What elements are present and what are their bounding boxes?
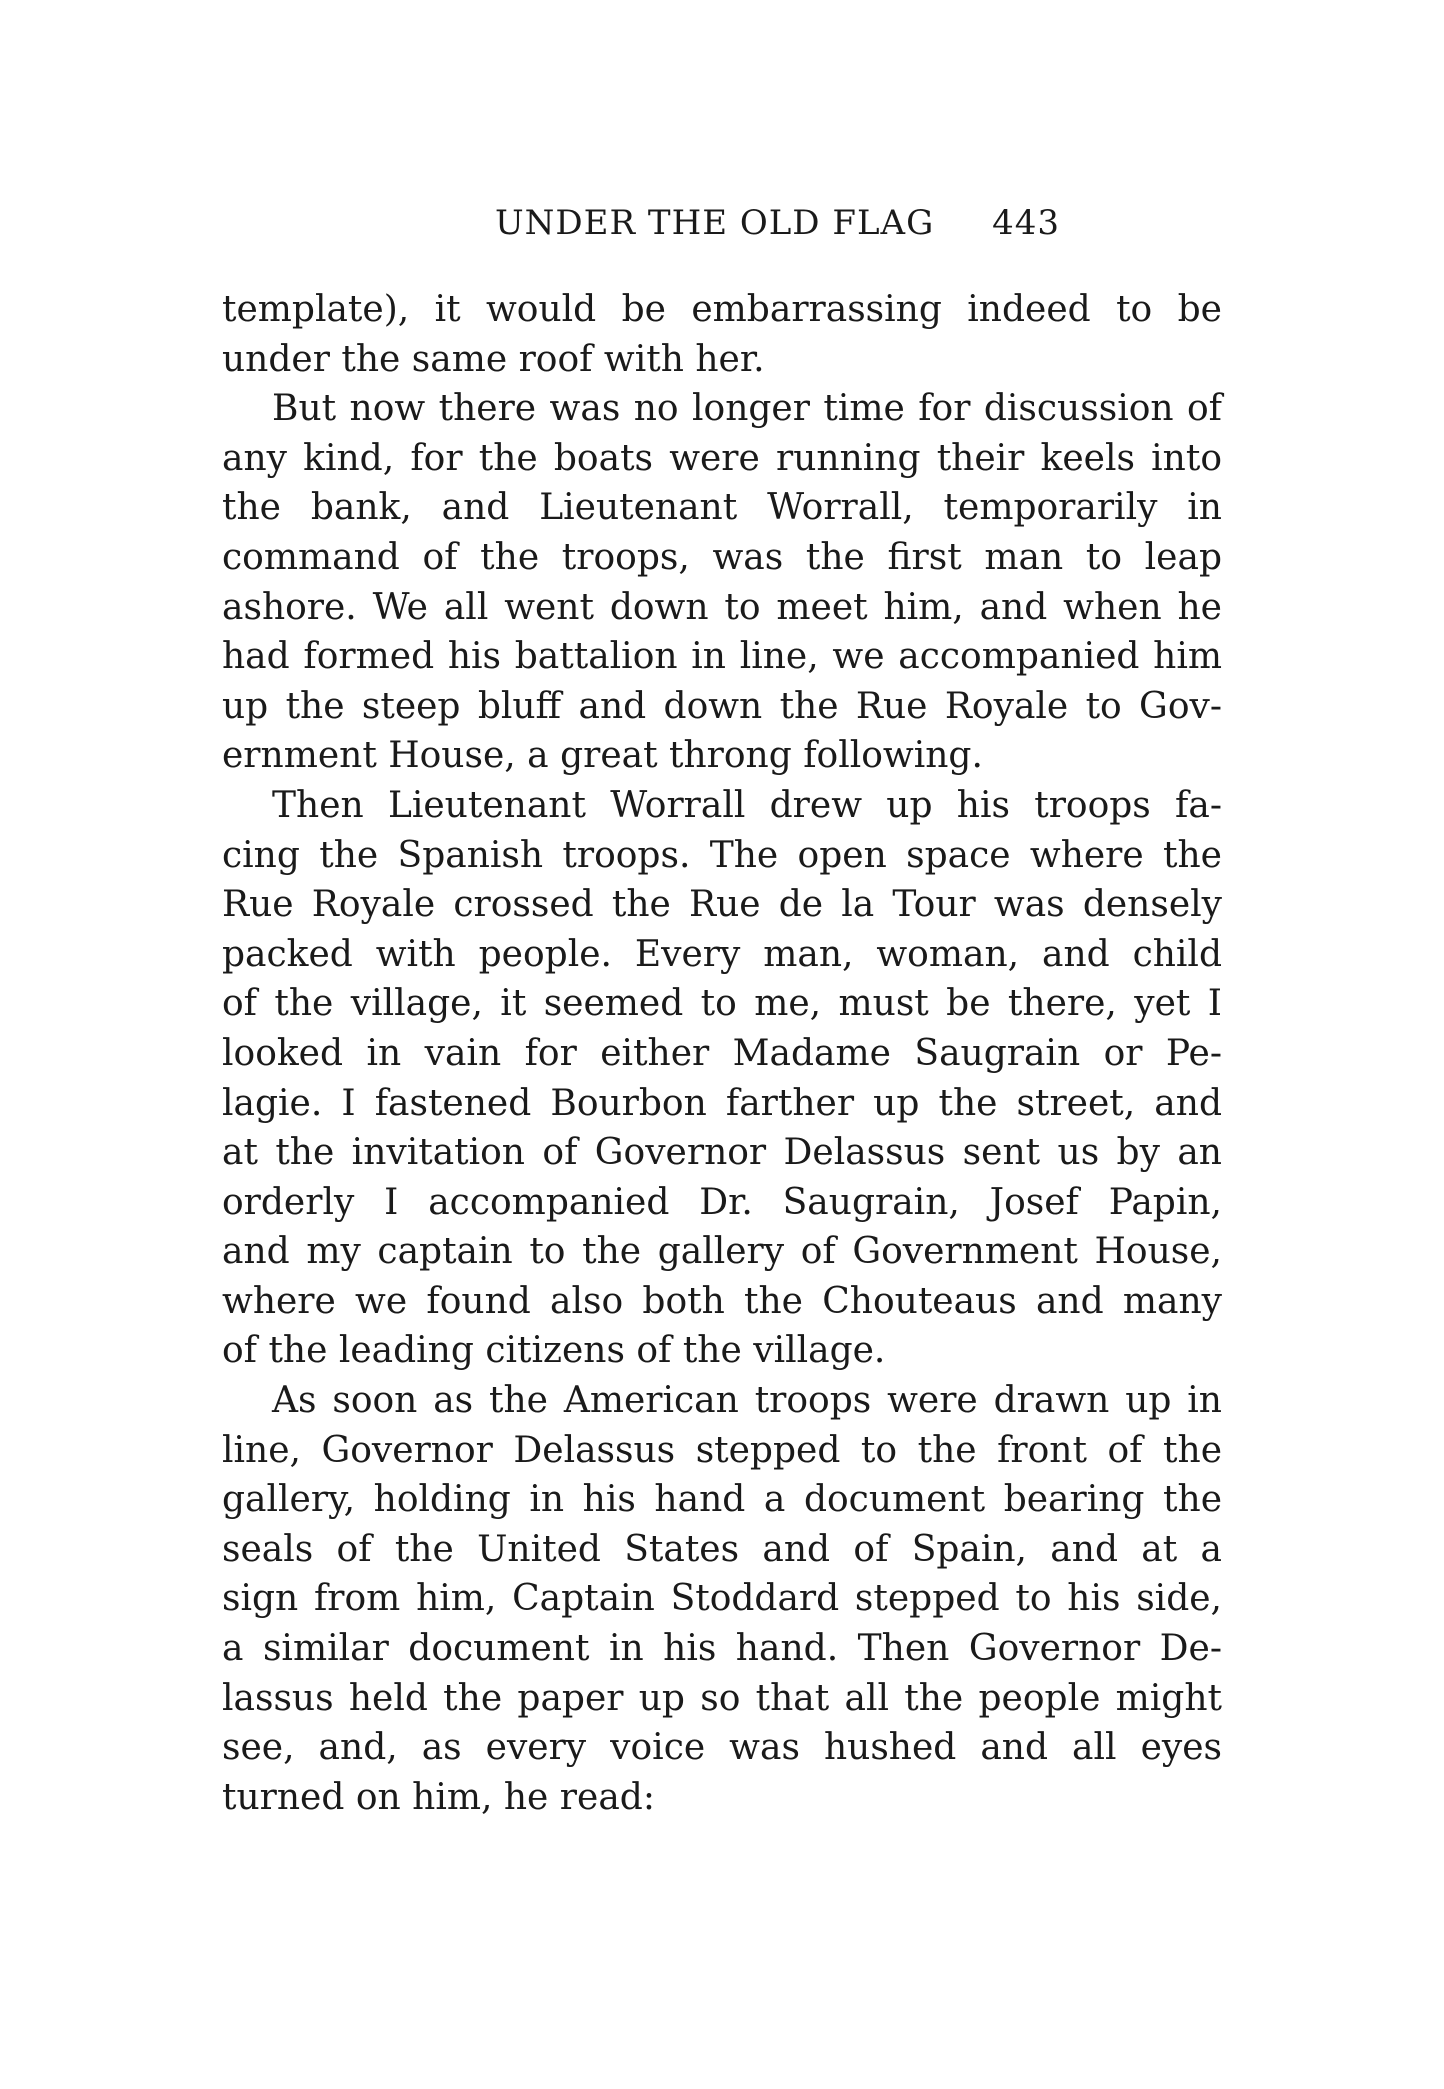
text-line: see, and, as every voice was hushed and all eyes xyxy=(222,1727,1222,1769)
text-line: lassus held the paper up so that all the people might xyxy=(222,1677,1222,1719)
text-line: line, Governor Delassus stepped to the front of the xyxy=(222,1429,1222,1471)
text-line: of the leading citizens of the village. xyxy=(222,1330,886,1372)
text-line: up the steep bluff and down the Rue Royale to Gov- xyxy=(222,685,1222,727)
text-line: turned on him, he read: xyxy=(222,1776,655,1818)
text-line: cing the Spanish troops. The open space where the xyxy=(222,834,1222,876)
text-line: and my captain to the gallery of Government House, xyxy=(222,1231,1222,1273)
running-head xyxy=(495,203,1060,251)
page-number: 443 xyxy=(992,203,1060,243)
text-line: seals of the United States and of Spain, and at a xyxy=(222,1528,1222,1570)
text-line: a similar document in his hand. Then Governor De- xyxy=(222,1628,1222,1670)
text-line: orderly I accompanied Dr. Saugrain, Josef Papin, xyxy=(222,1181,1222,1223)
running-title: UNDER THE OLD FLAG xyxy=(495,203,935,243)
text-line: any kind, for the boats were running their keels into xyxy=(222,437,1222,479)
text-line: under the same roof with her. xyxy=(222,338,765,380)
text-line: template), it would be embarrassing indeed to be xyxy=(222,289,1222,330)
text-line: packed with people. Every man, woman, and child xyxy=(222,933,1222,975)
text-line: where we found also both the Chouteaus and many xyxy=(222,1280,1222,1322)
paragraph-first-line: But now there was no longer time for discussion of xyxy=(272,388,1222,430)
text-line: of the village, it seemed to me, must be there, yet I xyxy=(222,983,1222,1025)
text-line: lagie. I fastened Bourbon farther up the street, and xyxy=(222,1082,1222,1124)
text-line: the bank, and Lieutenant Worrall, temporarily in xyxy=(222,487,1222,529)
paragraph-first-line: Then Lieutenant Worrall drew up his troops fa- xyxy=(272,784,1222,826)
text-line: ashore. We all went down to meet him, and when he xyxy=(222,586,1222,628)
body-text xyxy=(222,285,1222,1822)
text-line: command of the troops, was the first man to leap xyxy=(222,536,1222,578)
text-line: ernment House, a great throng following. xyxy=(222,735,983,777)
text-line: at the invitation of Governor Delassus sent us by an xyxy=(222,1132,1222,1174)
paragraph-first-line: As soon as the American troops were drawn up in xyxy=(272,1380,1222,1422)
text-line: sign from him, Captain Stoddard stepped to his side, xyxy=(222,1578,1222,1620)
text-line: looked in vain for either Madame Saugrain or Pe- xyxy=(222,1032,1222,1074)
text-line: gallery, holding in his hand a document bearing the xyxy=(222,1479,1222,1521)
text-line: Rue Royale crossed the Rue de la Tour was densely xyxy=(222,884,1222,926)
text-line: had formed his battalion in line, we accompanied him xyxy=(222,636,1222,678)
